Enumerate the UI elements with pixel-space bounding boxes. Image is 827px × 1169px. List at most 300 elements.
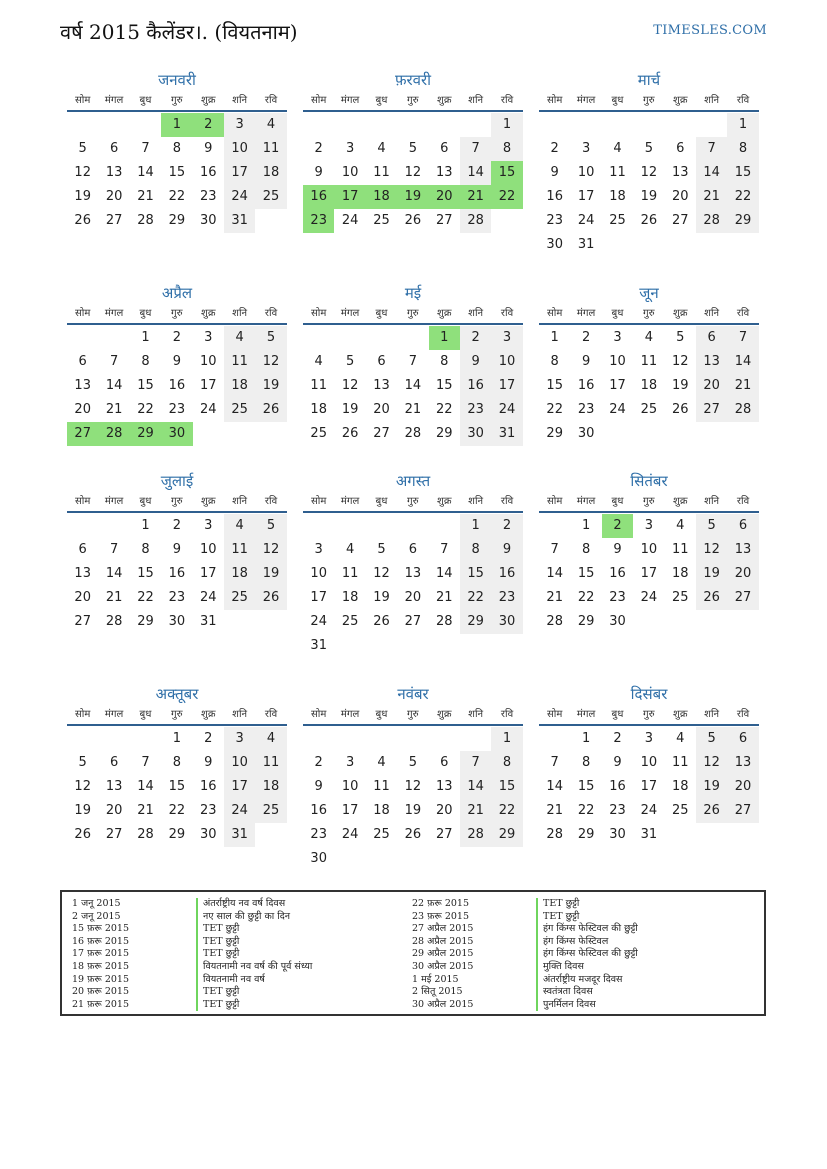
day-cell: 1 [429, 326, 460, 350]
day-cell: 26 [373, 614, 390, 629]
day-cell: 3 [224, 727, 255, 751]
day-cell: 6 [109, 141, 119, 156]
day-cell: 31 [199, 614, 217, 629]
day-cell: 6 [440, 141, 449, 156]
weekday-header [67, 706, 287, 726]
day-cell: 21 [105, 402, 123, 417]
day-cell: 15 [546, 378, 563, 393]
day-cell: 6 [109, 755, 119, 770]
day-cell: 15 [435, 378, 453, 393]
day-cell: 20 [105, 803, 123, 818]
day-cell: 21 [404, 402, 422, 417]
day-cell: 2 [581, 330, 591, 345]
day-cell: 11 [255, 137, 286, 161]
day-cell: 29 [491, 823, 522, 847]
day-cell: 2 [460, 326, 491, 350]
day-cell: 23 [491, 586, 522, 610]
legend-row [62, 898, 312, 911]
day-cell: 4 [255, 727, 286, 751]
day-cell: 9 [172, 542, 181, 557]
legend-row [62, 948, 312, 961]
legend-date: 18 फ़रू 2015 [72, 960, 130, 972]
day-cell: 27 [727, 586, 758, 610]
legend-date: 28 अप्रैल 2015 [412, 935, 474, 947]
day-cell: 25 [671, 803, 689, 818]
day-cell: 5 [696, 727, 727, 751]
day-cell: 11 [255, 751, 286, 775]
legend-row [402, 999, 638, 1012]
legend-holiday-name: मुक्ति दिवस [536, 961, 584, 974]
day-cell: 23 [609, 803, 626, 818]
day-cell: 12 [671, 354, 689, 369]
day-cell: 23 [168, 402, 186, 417]
day-cell: 17 [199, 566, 217, 581]
day-cell: 14 [105, 566, 123, 581]
day-cell: 30 [609, 614, 626, 629]
day-cell: 15 [727, 161, 758, 185]
day-cell: 10 [224, 137, 255, 161]
weekday-label: मंगल [340, 496, 360, 507]
weekday-label: सोम [547, 95, 563, 106]
legend-holiday-name: अंतर्राष्ट्रीय नव वर्ष दिवस [196, 898, 285, 911]
day-cell: 27 [727, 799, 758, 823]
day-cell: 8 [460, 538, 491, 562]
day-cell: 17 [640, 566, 658, 581]
day-cell: 25 [224, 398, 255, 422]
day-cell: 24 [310, 614, 327, 629]
day-cell: 15 [168, 165, 186, 180]
day-cell: 1 [727, 113, 758, 137]
day-cell: 25 [640, 402, 658, 417]
day-cell: 9 [613, 542, 622, 557]
day-cell: 24 [341, 213, 359, 228]
weekday-label: सोम [547, 496, 563, 507]
month-name: सितंबर [630, 472, 668, 490]
day-cell: 1 [491, 113, 522, 137]
day-cell: 15 [491, 775, 522, 799]
day-cell: 13 [105, 165, 123, 180]
weekday-header [67, 493, 287, 513]
day-grid [67, 326, 287, 446]
day-cell: 20 [696, 374, 727, 398]
day-cell: 1 [161, 113, 192, 137]
weekday-label: शुक्र [437, 308, 452, 319]
day-cell: 8 [172, 141, 181, 156]
day-cell: 10 [341, 779, 359, 794]
day-cell: 9 [172, 354, 181, 369]
day-cell: 24 [199, 590, 217, 605]
legend-column-right [402, 898, 638, 1011]
legend-row [402, 923, 638, 936]
day-cell: 13 [727, 538, 758, 562]
day-cell: 3 [204, 330, 213, 345]
weekday-label: सोम [311, 496, 327, 507]
weekday-label: शुक्र [673, 95, 688, 106]
day-cell: 13 [435, 779, 453, 794]
day-cell: 23 [546, 213, 563, 228]
legend-row [402, 974, 638, 987]
weekday-label: शुक्र [437, 709, 452, 720]
weekday-label: गुरु [643, 709, 655, 720]
day-cell: 15 [460, 562, 491, 586]
day-cell: 12 [640, 165, 658, 180]
weekday-label: शुक्र [437, 95, 452, 106]
day-cell: 16 [199, 165, 217, 180]
day-cell: 26 [341, 426, 359, 441]
day-cell: 8 [491, 751, 522, 775]
day-cell: 20 [373, 402, 390, 417]
day-cell: 31 [640, 827, 658, 842]
day-cell: 17 [609, 378, 626, 393]
day-cell: 30 [199, 827, 217, 842]
day-cell: 4 [377, 141, 386, 156]
day-cell: 5 [408, 755, 417, 770]
day-cell: 19 [397, 185, 428, 209]
day-cell: 3 [613, 330, 622, 345]
day-cell: 21 [460, 185, 491, 209]
day-cell: 31 [224, 209, 255, 233]
day-cell: 24 [640, 590, 658, 605]
day-cell: 16 [546, 189, 563, 204]
day-cell: 6 [440, 755, 449, 770]
weekday-label: गुरु [171, 308, 183, 319]
day-cell: 7 [109, 542, 119, 557]
day-cell: 3 [224, 113, 255, 137]
day-cell: 14 [546, 566, 563, 581]
day-grid [303, 326, 523, 446]
day-cell: 8 [727, 137, 758, 161]
weekday-label: शनि [468, 496, 484, 507]
day-cell: 31 [577, 237, 595, 252]
day-cell: 30 [546, 237, 563, 252]
legend-date: 23 फ़रू 2015 [412, 910, 470, 922]
day-cell: 7 [408, 354, 417, 369]
weekday-label: शुक्र [673, 709, 688, 720]
legend-row [62, 923, 312, 936]
day-cell: 31 [491, 422, 522, 446]
day-cell: 5 [345, 354, 355, 369]
weekday-label: रवि [500, 496, 514, 507]
day-cell: 22 [168, 803, 186, 818]
weekday-label: मंगल [104, 95, 124, 106]
legend-row [402, 961, 638, 974]
day-cell: 23 [310, 827, 327, 842]
day-cell: 3 [491, 326, 522, 350]
legend-holiday-name: वियतनामी नव वर्ष की पूर्व संध्या [196, 961, 312, 974]
day-cell: 11 [671, 542, 689, 557]
weekday-label: गुरु [407, 496, 419, 507]
day-cell: 8 [172, 755, 181, 770]
day-cell: 4 [345, 542, 355, 557]
day-cell: 2 [602, 514, 633, 538]
day-cell: 18 [609, 189, 626, 204]
day-cell: 25 [373, 827, 390, 842]
day-cell: 7 [440, 542, 449, 557]
day-cell: 22 [460, 586, 491, 610]
day-cell: 5 [676, 330, 685, 345]
day-cell: 10 [577, 165, 595, 180]
day-cell: 6 [727, 514, 758, 538]
day-cell: 19 [373, 590, 390, 605]
month-name: अगस्त [395, 472, 431, 490]
day-cell: 8 [491, 137, 522, 161]
day-cell: 13 [696, 350, 727, 374]
day-cell: 23 [168, 590, 186, 605]
day-cell: 13 [373, 378, 390, 393]
day-cell: 29 [546, 426, 563, 441]
day-cell: 23 [199, 189, 217, 204]
month-block [303, 684, 523, 871]
legend-row [402, 911, 638, 924]
day-cell: 24 [609, 402, 626, 417]
weekday-label: रवि [736, 308, 750, 319]
day-cell: 16 [168, 566, 186, 581]
day-cell: 26 [74, 827, 91, 842]
day-cell: 28 [460, 209, 491, 233]
weekday-header [539, 305, 759, 325]
weekday-label: गुरु [171, 95, 183, 106]
day-cell: 22 [491, 185, 522, 209]
day-cell: 15 [137, 566, 154, 581]
day-cell: 1 [141, 330, 150, 345]
day-cell: 10 [341, 165, 359, 180]
weekday-label: सोम [311, 709, 327, 720]
day-cell: 18 [640, 378, 658, 393]
day-cell: 10 [609, 354, 626, 369]
day-cell: 16 [609, 566, 626, 581]
weekday-label: मंगल [576, 95, 596, 106]
legend-holiday-name: वियतनामी नव वर्ष [196, 974, 265, 987]
day-cell: 8 [581, 755, 591, 770]
day-cell: 18 [366, 185, 397, 209]
day-cell: 26 [74, 213, 91, 228]
day-cell: 29 [168, 213, 186, 228]
legend-date: 19 फ़रू 2015 [72, 973, 130, 985]
month-block [539, 283, 759, 446]
weekday-label: गुरु [407, 308, 419, 319]
site-link[interactable]: TIMESLES.COM [653, 23, 767, 38]
day-cell: 12 [341, 378, 359, 393]
day-cell: 14 [460, 161, 491, 185]
day-cell: 17 [199, 378, 217, 393]
day-cell: 18 [373, 803, 390, 818]
month-name: मार्च [637, 71, 661, 89]
day-cell: 2 [314, 141, 323, 156]
day-cell: 16 [310, 803, 327, 818]
month-block [539, 471, 759, 634]
day-cell: 22 [577, 590, 595, 605]
day-cell: 21 [105, 590, 123, 605]
day-cell: 17 [577, 189, 595, 204]
day-cell: 6 [377, 354, 386, 369]
weekday-label: शुक्र [673, 308, 688, 319]
day-cell: 4 [676, 731, 685, 746]
day-cell: 28 [137, 827, 154, 842]
legend-date: 27 अप्रैल 2015 [412, 923, 474, 935]
weekday-label: रवि [264, 496, 278, 507]
day-cell: 7 [727, 326, 758, 350]
day-cell: 30 [199, 213, 217, 228]
day-cell: 1 [141, 518, 150, 533]
day-cell: 10 [224, 751, 255, 775]
day-cell: 10 [640, 755, 658, 770]
weekday-label: सोम [75, 496, 91, 507]
weekday-label: शनि [468, 308, 484, 319]
day-cell: 30 [491, 610, 522, 634]
day-cell: 18 [310, 402, 327, 417]
day-cell: 19 [255, 374, 286, 398]
day-cell: 2 [491, 514, 522, 538]
weekday-label: गुरु [407, 709, 419, 720]
day-cell: 10 [310, 566, 327, 581]
day-cell: 14 [546, 779, 563, 794]
weekday-label: बुध [375, 496, 388, 507]
legend-row [62, 986, 312, 999]
legend-date: 20 फ़रू 2015 [72, 986, 130, 998]
day-cell: 29 [435, 426, 453, 441]
day-cell: 26 [671, 402, 689, 417]
day-cell: 11 [671, 755, 689, 770]
day-cell: 30 [609, 827, 626, 842]
day-cell: 25 [310, 426, 327, 441]
day-cell: 11 [373, 165, 390, 180]
day-cell: 6 [727, 727, 758, 751]
day-cell: 9 [314, 779, 323, 794]
weekday-label: बुध [375, 95, 388, 106]
day-cell: 31 [224, 823, 255, 847]
day-cell: 16 [303, 185, 334, 209]
legend-holiday-name: स्वतंत्रता दिवस [536, 986, 593, 999]
day-cell: 4 [224, 326, 255, 350]
day-cell: 10 [199, 354, 217, 369]
legend-row [402, 898, 638, 911]
day-cell: 18 [671, 779, 689, 794]
month-block [539, 684, 759, 847]
day-grid [67, 514, 287, 634]
day-cell: 27 [105, 827, 123, 842]
day-cell: 4 [613, 141, 622, 156]
day-grid [539, 727, 759, 847]
day-cell: 23 [577, 402, 595, 417]
month-name: फ़रवरी [394, 71, 432, 89]
month-name: अक्तूबर [155, 685, 199, 703]
weekday-label: बुध [139, 95, 152, 106]
day-cell: 21 [435, 590, 453, 605]
legend-date: 22 फ़रू 2015 [412, 898, 470, 909]
day-cell: 26 [640, 213, 658, 228]
legend-date: 1 मई 2015 [412, 973, 459, 985]
day-cell: 20 [727, 562, 758, 586]
weekday-header [539, 493, 759, 513]
day-cell: 11 [609, 165, 626, 180]
day-grid [539, 113, 759, 257]
weekday-label: मंगल [104, 709, 124, 720]
legend-holiday-name: हंग किंग्स फेस्टिवल की छुट्टी [536, 923, 638, 936]
day-cell: 22 [137, 402, 154, 417]
day-cell: 27 [74, 614, 91, 629]
day-cell: 27 [105, 213, 123, 228]
day-cell: 30 [161, 422, 192, 446]
weekday-label: रवि [736, 95, 750, 106]
day-cell: 30 [168, 614, 186, 629]
day-cell: 9 [491, 538, 522, 562]
weekday-label: शनि [232, 496, 248, 507]
day-cell: 22 [546, 402, 563, 417]
day-cell: 18 [255, 161, 286, 185]
day-cell: 30 [310, 851, 327, 866]
weekday-label: शनि [704, 95, 720, 106]
weekday-label: गुरु [643, 95, 655, 106]
day-cell: 18 [224, 374, 255, 398]
day-cell: 10 [491, 350, 522, 374]
month-name: अप्रैल [161, 284, 193, 302]
day-cell: 28 [460, 823, 491, 847]
day-cell: 20 [105, 189, 123, 204]
day-cell: 27 [67, 422, 98, 446]
day-cell: 5 [78, 755, 87, 770]
day-cell: 13 [105, 779, 123, 794]
day-cell: 22 [168, 189, 186, 204]
month-block [303, 70, 523, 233]
day-cell: 7 [109, 354, 119, 369]
month-name: नवंबर [397, 685, 429, 703]
day-cell: 16 [460, 374, 491, 398]
month-block [67, 471, 287, 634]
legend-row [402, 948, 638, 961]
day-cell: 1 [460, 514, 491, 538]
weekday-label: सोम [547, 709, 563, 720]
weekday-header [539, 706, 759, 726]
legend-row [62, 936, 312, 949]
weekday-label: शुक्र [201, 496, 216, 507]
day-cell: 6 [78, 354, 87, 369]
legend-holiday-name: TET छुट्टी [196, 999, 239, 1012]
day-cell: 20 [404, 590, 422, 605]
day-cell: 5 [78, 141, 87, 156]
legend-holiday-name: पुनर्मिलन दिवस [536, 999, 596, 1012]
weekday-label: शनि [704, 496, 720, 507]
weekday-label: रवि [500, 709, 514, 720]
day-cell: 14 [460, 775, 491, 799]
weekday-label: शनि [704, 308, 720, 319]
day-cell: 28 [404, 426, 422, 441]
legend-date: 30 अप्रैल 2015 [412, 960, 474, 972]
legend-date: 21 फ़रू 2015 [72, 998, 130, 1010]
day-cell: 27 [435, 213, 453, 228]
legend-date: 2 सितू 2015 [412, 986, 463, 998]
day-cell: 11 [310, 378, 327, 393]
day-cell: 13 [74, 378, 91, 393]
day-cell: 19 [341, 402, 359, 417]
day-cell: 7 [460, 137, 491, 161]
weekday-header [539, 92, 759, 112]
day-cell: 28 [98, 422, 129, 446]
weekday-label: शनि [468, 709, 484, 720]
day-cell: 2 [314, 755, 323, 770]
day-cell: 7 [141, 141, 150, 156]
day-cell: 28 [105, 614, 123, 629]
day-cell: 25 [224, 586, 255, 610]
day-cell: 11 [640, 354, 658, 369]
day-cell: 22 [577, 803, 595, 818]
day-cell: 23 [303, 209, 334, 233]
legend-holiday-name: TET छुट्टी [196, 986, 239, 999]
day-cell: 18 [341, 590, 359, 605]
day-cell: 15 [491, 161, 522, 185]
day-cell: 11 [224, 350, 255, 374]
legend-date: 30 अप्रैल 2015 [412, 998, 474, 1010]
day-cell: 19 [404, 803, 422, 818]
